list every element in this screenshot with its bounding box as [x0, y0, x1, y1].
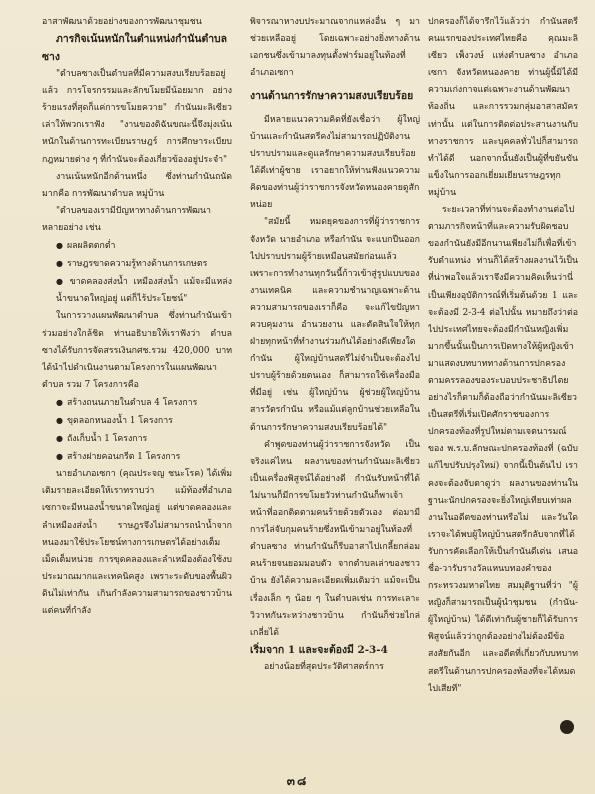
paragraph: พิจารณาหางบประมาณจากแหล่งอื่น ๆ มาช่วยเหลืออยู่ โดยเฉพาะอย่างยิ่งทางด้านเอกชนซึ่งเข้ามาลงทุนตั้งฟาร์มอยู่ในท้องที่อำเภอเซกา: [250, 17, 420, 79]
bullet-icon: ●: [56, 397, 63, 407]
text-column-right: [428, 14, 578, 698]
bullet-icon: ●: [56, 434, 63, 444]
paragraph: ปกครองก็ได้จารึกไว้แล้วว่า กำนันสตรีคนแรกของประเทศไทยคือ คุณมะลิเซียว เพ็งวงษ์ แห่งตำบลซาง อำเภอเซกา จังหวัดหนองคาย ท่านผู้นี้มิได้มีความเก่งกาจแต่เฉพาะงานด้านพัฒนาท้องถิ่น และการรวมกลุ่มอาสาสมัครเท่านั้น แต่ในการติดต่อประสานงานกับทางราชการ และบุคคลทั่วไปก็สามารถทำได้ดี นอกจากนั้นยังเป็นผู้ที่ขยันขันแข็งในการออกเยี่ยมเยียนราษฎรทุกหมู่บ้าน: [428, 17, 578, 198]
bullet-icon: ●: [56, 277, 66, 287]
paragraph: "ตำบลซางเป็นตำบลที่มีความสงบเรียบร้อยอยู่แล้ว การโจรกรรมและลักขโมยมีน้อยมาก อย่างร้ายแรงที่สุดก็แค่การขโมยควาย" กำนันมะลิเซียว เล่าให้พวกเราฟัง "งานของดิฉันขณะนี้จึงมุ่งเน้นหนักในด้านการทะเบียนราษฎร์ การศึกษาระเบียบกฎหมายต่าง ๆ ที่กำนันจะต้องเกี่ยวข้องอยู่ประจำ": [42, 69, 232, 165]
paragraph: อย่างน้อยที่สุดประวัติศาสตร์การ: [264, 662, 385, 673]
paragraph: "สมัยนี้ หมดยุคของการที่ผู้ว่าราชการจังหวัด นายอำเภอ หรือกำนัน จะแบกปืนออกไปปราบปรามผู้ร้ายเหมือนสมัยก่อนแล้ว เพราะการทำงานทุกวันนี้ก้าวเข้าสู่รูปแบบของงานเทคนิค และความชำนาญเฉพาะด้าน ความสามารถของเราก็คือ จะแก้ไขปัญหา ควบคุมงาน อำนวยงาน และตัดสินใจให้ทุกฝ่ายทุกหน้าที่ทำงานร่วมกันได้อย่างดีเพียงใด กำนัน ผู้ใหญ่บ้านสตรีไม่จำเป็นจะต้องไปปราบผู้ร้ายด้วยตนเอง ก็สามารถใช้เครื่องมือที่มีอยู่ เช่น ผู้ใหญ่บ้าน ผู้ช่วยผู้ใหญ่บ้าน สารวัตรกำนัน หรือแม้แต่ลูกบ้านช่วยเหลือในด้านการรักษาความสงบเรียบร้อยได้": [250, 217, 420, 433]
bullet-icon: ●: [56, 452, 63, 462]
paragraph: คำพูดของท่านผู้ว่าราชการจังหวัด เป็นจริงแค่ไหน ผลงานของท่านกำนันมะลิเซียว เป็นเครื่องพิสูจน์ได้อย่างดี กำนันรับหน้าที่ได้ไม่นานก็มีการขโมยวัวท่านกำนันก็พาเจ้าหน้าที่ออกติดตามคนร้ายด้วยตัวเอง ต่อมามีการไล่จับกุมคนร้ายซึ่งหนีเข้ามาอยู่ในท้องที่ตำบลซาง ท่านกำนันก็รีบอาสาไปเกลี้ยกล่อมคนร้ายจนยอมมอบตัว จากตำบลเล่าของชาวบ้าน ยังได้ความละเอียดเพิ่มเติมว่า แม้จะเป็นเรื่องเล็ก ๆ น้อย ๆ ในตำบลเช่น การทะเลาะวิวาทกันระหว่างชาวบ้าน กำนันก็ช่วยไกล่เกลี่ยได้: [250, 439, 420, 638]
list-item: ● ราษฎรขาดความรู้ทางด้านการเกษตร: [56, 259, 208, 270]
list-item: ● ขุดลอกหนองน้ำ 1 โครงการ: [56, 415, 173, 426]
bullet-icon: ●: [56, 241, 63, 251]
list-item: ● ผลผลิตตกต่ำ: [56, 241, 116, 252]
bullet-icon: ●: [56, 415, 63, 425]
paragraph: ในการวางแผนพัฒนาตำบล ซึ่งท่านกำนันเข้าร่วมอย่างใกล้ชิด ท่านอธิบายให้เราฟังว่า ตำบลซางได้รับการจัดสรรเงินกศช.รวม 420,000 บาท ได้นำไปดำเนินงานตามโครงการในแผนพัฒนาตำบล รวม 7 โครงการคือ: [42, 311, 232, 390]
list-item: ● ถังเก็บน้ำ 1 โครงการ: [56, 434, 148, 445]
page-number: ๓๘: [286, 774, 309, 788]
section-heading: เริ่มจาก 1 และจะต้องมี 2-3-4: [250, 643, 388, 656]
list-item: ● สร้างถนนภายในตำบล 4 โครงการ: [56, 397, 198, 408]
text-column-left: [42, 14, 232, 620]
paragraph: งานเน้นหนักอีกด้านหนึ่ง ซึ่งท่านกำนันถนัดมากคือ การพัฒนาตำบล หมู่บ้าน: [42, 171, 232, 199]
paragraph: "ตำบลของเรามีปัญหาทางด้านการพัฒนาหลายอย่าง เช่น: [42, 205, 211, 233]
paragraph: อาสาพัฒนาด้วยอย่างของการพัฒนาชุมชน: [42, 17, 202, 27]
paragraph: มีหลายแนวความคิดที่ยังเชื่อว่า ผู้ใหญ่บ้านและกำนันสตรีคงไม่สามารถปฏิบัติงานปราบปรามและดูแลรักษาความสงบเรียบร้อยได้ดีเท่าผู้ชาย เราอยากให้ท่านฟังแนวความคิดของท่านผู้ว่าราชการจังหวัดหนองคายดูสักหน่อย: [250, 114, 420, 211]
end-mark-icon: [560, 720, 574, 734]
list-item: ● สร้างฝายคอนกรีต 1 โครงการ: [56, 452, 181, 463]
paragraph: นายอำเภอเซกา (คุณประจญ ชนะโรค) ได้เพิ่มเติมรายละเอียดให้เราทราบว่า แม้ท้องที่อำเภอเซกาจะมีหนองน้ำขนาดใหญ่อยู่ แต่ขาดคลองและลำเหมืองส่งน้ำ ราษฎรจึงไม่สามารถนำน้ำจากหนองมาใช้ประโยชน์ทางการเกษตรได้อย่างเต็มเม็ดเต็มหน่วย การขุดคลองและลำเหมืองต้องใช้งบประมาณมากและเทคนิคสูง เพราะระดับของพื้นผิวดินไม่เท่ากัน เกินกำลังความสามารถของชาวบ้าน แต่คนที่กำลัง: [42, 469, 232, 616]
section-heading: ภารกิจเน้นหนักในตำแหน่งกำนันตำบลซาง: [42, 33, 228, 63]
paragraph: ระยะเวลาที่ท่านจะต้องทำงานต่อไปตามภารกิจหน้าที่และความรับผิดชอบของกำนันยังมีอีกนานเพียงไม่ก็เพื่อที่เข้ารับตำแหน่ง ท่านก็ได้สร้างผลงานไว้เป็นที่น่าพอใจแล้วเราจึงมีความคิดเห็นว่านี่เป็นเพียงอุบัติการณ์ที่เริ่มต้นด้วย 1 และจะต้องมี 2-3-4 ต่อไปนั้น หมายถึงว่าต่อไปประเทศไทยจะต้องมีกำนันหญิงเพิ่มมากขึ้นนั้นเป็นการเปิดทางให้ผู้หญิงเข้ามาแสดงบทบาททางด้านการปกครองตามครรลองของระบอบประชาธิปไตย อย่างไรก็ตามก็ต้องถือว่ากำนันมะลิเซียว เป็นสตรีที่เริ่มเปิดศักราชของการปกครองท้องที่รูปใหม่ตามเจตนารมณ์ของ พ.ร.บ.ลักษณะปกครองท้องที่ (ฉบับแก้ไขปรับปรุงใหม่) จากนี้เป็นต้นไป เราคงจะต้องจับตาดูว่า ผลงานของท่านในฐานะนักปกครองจะยิ่งใหญ่เทียบเท่าผลงานในอดีตของท่านหรือไม่ และวันใดเราจะได้พบผู้ใหญ่บ้านสตรีกลับจากที่ได้รับการคัดเลือกให้เป็นกำนันดีเด่น เสนอชื่อ-วารับรางวัลแหนบทองคำของกระทรวงมหาดไทย สมมุติฐานที่ว่า "ผู้หญิงก็สามารถเป็นผู้นำชุมชน (กำนัน-ผู้ใหญ่บ้าน) ได้ดีเท่ากับผู้ชายก็ได้รับการพิสูจน์แล้วว่าถูกต้องอย่างไม่ต้องมีข้อสงสัยกันอีก และอดีตที่เกี่ยวกับบทบาทสตรีในด้านการปกครองท้องที่จะได้หมดไปเสียที": [428, 205, 578, 694]
bullet-icon: ●: [56, 259, 63, 269]
text-column-middle: [250, 14, 420, 676]
list-item: ● ขาดคลองส่งน้ำ เหมืองส่งน้ำ แม้จะมีแหล่งน้ำขนาดใหญ่อยู่ แต่ก็ไร้ประโยชน์": [56, 277, 232, 305]
section-heading: งานด้านการรักษาความสงบเรียบร้อย: [250, 90, 414, 103]
